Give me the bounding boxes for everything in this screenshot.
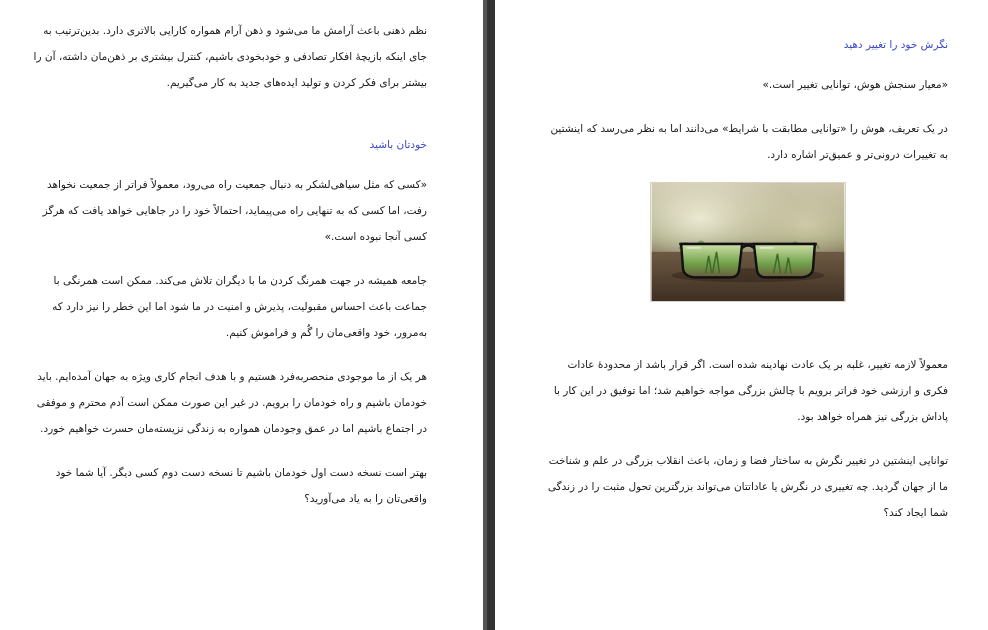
spacer [24,158,427,172]
left-paragraph-1: جامعه همیشه در جهت همرنگ کردن ما با دیگران تلاش می‌کند. ممکن است همرنگی با جماعت باعث احساس مقبولیت، پذیرش و امنیت در ما شود اما این خطر را نیز دارد که به‌مرور، خود واقعی‌مان را گُم و فراموش کنیم. [52,275,427,339]
right-paragraph-1: در یک تعریف، هوش را «توانایی مطابقت با شرایط» می‌دانند اما به نظر می‌رسد که اینشتین به تغییرات درونی‌تر و عمیق‌تر اشاره دارد. [550,123,948,161]
photo-container [547,182,948,302]
spacer [24,346,427,364]
right-page [495,0,988,630]
page-gutter [483,0,495,630]
right-section-heading: نگرش خود را تغییر دهید [843,39,948,51]
left-section-heading: خودتان باشید [369,139,427,151]
left-paragraph-2: هر یک از ما موجودی منحصربه‌فرد هستیم و با هدف انجام کاری ویژه به جهان آمده‌ایم. باید خودمان باشیم و راه خودمان را برویم. در غیر این صورت ممکن است آدم محترم و موفقی در اجتماع باشیم اما در عمق وجودمان همواره به زندگی نزیسته‌مان حسرت خواهیم خورد. [36,371,427,435]
spacer [24,96,427,132]
left-page-content [24,18,427,512]
right-quote: «معیار سنجش هوش، توانایی تغییر است.» [762,79,948,91]
spacer [547,98,948,116]
spacer [547,58,948,72]
left-paragraph-3: بهتر است نسخه دست اول خودمان باشیم تا نسخه دست دوم کسی دیگر. آیا شما خود واقعی‌تان را به یاد می‌آورید؟ [55,467,427,505]
spacer [547,316,948,352]
spacer [24,250,427,268]
right-paragraph-2: معمولاً لازمه تغییر، غلبه بر یک عادت نهادینه شده است. اگر قرار باشد از محدودهٔ عادات فکری و ارزشی خود فراتر برویم با چالش بزرگی مواجه خواهیم شد؛ اما توفیق در این کار با پاداش بزرگی نیز همراه خواهد بود. [553,359,948,423]
right-page-content [547,32,948,526]
eyeglasses-photo-icon [650,182,846,302]
left-paragraph-top: نظم ذهنی باعث آرامش ما می‌شود و ذهن آرام همواره کارایی بالاتری دارد. بدین‌ترتیب به جای اینکه بازیچهٔ افکار تصادفی و خودبخودی باشیم، کنترل بیشتری بر ذهن‌مان داشته، آن را بیشتر برای فکر کردن و تولید ایده‌های جدید به کار می‌گیریم. [33,25,427,89]
gutter-shade [483,0,487,630]
left-page [0,0,483,630]
spacer [547,430,948,448]
right-paragraph-3: توانایی اینشتین در تغییر نگرش به ساختار فضا و زمان، باعث انقلاب بزرگی در علم و شناخت ما از جهان گردید. چه تغییری در نگرش یا عاداتتان می‌تواند بزرگترین تحول مثبت را در زندگی شما ایجاد کند؟ [547,455,948,519]
spacer [24,442,427,460]
left-quote: «کسی که مثل سیاهی‌لشکر به دنبال جمعیت راه می‌رود، معمولاً فراتر از جمعیت نخواهد رفت، اما کسی که به تنهایی راه می‌پیماید، احتمالاً خود را در جاهایی خواهد یافت که هرگز کسی آنجا نبوده است.» [42,179,427,243]
